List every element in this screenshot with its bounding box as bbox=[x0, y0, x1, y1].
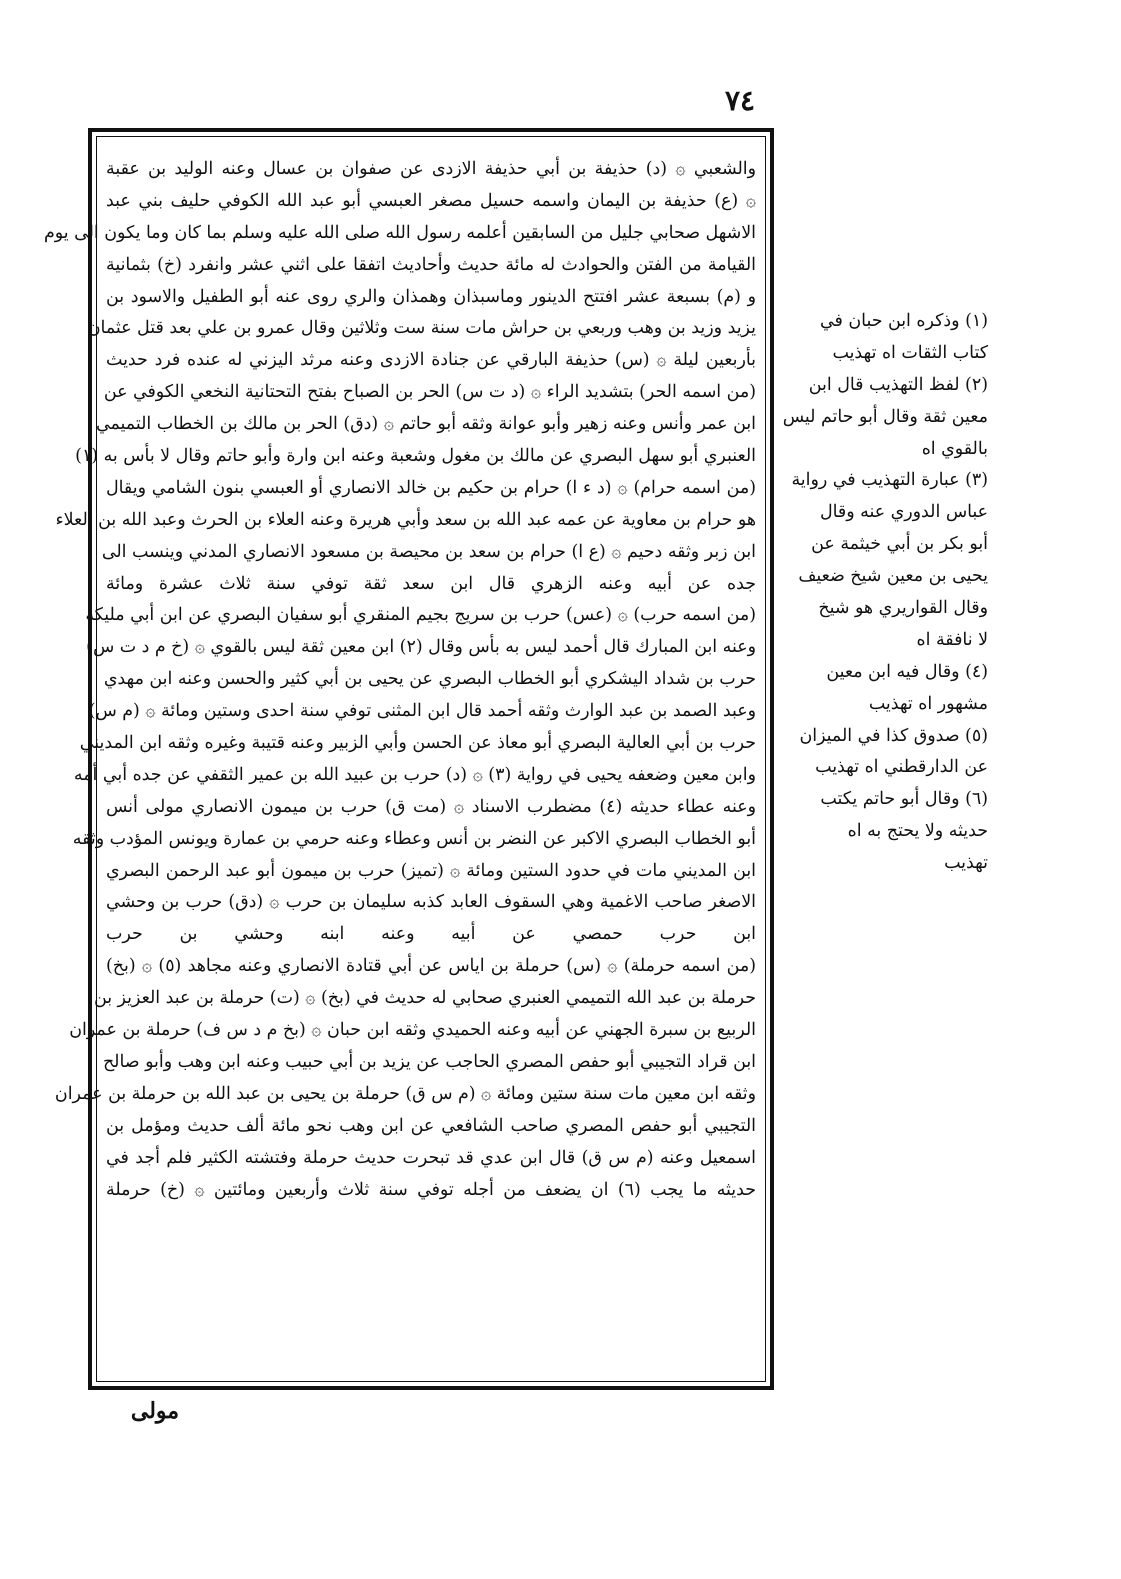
text-line: ابن زبر وثقه دحيم ۞ (ع ا) حرام بن سعد بن محيصة بن مسعود الانصاري المدني وينسب الى bbox=[101, 541, 756, 562]
note-line: تهذيب bbox=[944, 853, 988, 874]
text-line: الاشهل صحابي جليل من السابقين أعلمه رسول الله صلى الله عليه وسلم بما كان وما يكون الى يوم bbox=[43, 222, 756, 243]
text-line: القيامة من الفتن والحوادث له مائة حديث وأحاديث اتفقا على اثني عشر وانفرد (خ) بثمانية bbox=[106, 254, 756, 275]
text-line: ۞ (ع) حذيفة بن اليمان واسمه حسيل مصغر العبسي أبو عبد الله الكوفي حليف بني عبد bbox=[106, 190, 756, 211]
note-line: حديثه ولا يحتج به اه bbox=[847, 821, 988, 842]
text-line: وابن معين وضعفه يحيى في رواية (٣) ۞ (د) حرب بن عبيد الله بن عمير الثقفي عن جده أبي أمه bbox=[73, 764, 756, 785]
text-line: هو حرام بن معاوية عن عمه عبد الله بن سعد وأبي هريرة وعنه العلاء بن الحرث وعبد الله بن العلاء bbox=[55, 509, 756, 530]
page-number: ٧٤ bbox=[724, 84, 756, 117]
text-line: (من اسمه حرام) ۞ (د ء ا) حرام بن حكيم بن خالد الانصاري أو العبسي بنون الشامي ويقال bbox=[106, 477, 756, 498]
note-line: معين ثقة وقال أبو حاتم ليس bbox=[782, 406, 988, 427]
catchword: مولى bbox=[130, 1398, 180, 1424]
note-line: (٥) صدوق كذا في الميزان bbox=[799, 725, 988, 746]
margin-notes bbox=[770, 306, 992, 880]
text-line: اسمعيل وعنه (م س ق) قال ابن عدي قد تبحرت حديث حرملة وفتشته الكثير فلم أجد في bbox=[106, 1147, 756, 1168]
text-line: بأربعين ليلة ۞ (س) حذيفة البارقي عن جنادة الازدى وعنه مرثد اليزني له عنده فرد حديث bbox=[106, 350, 756, 371]
text-line: حرب بن شداد اليشكري أبو الخطاب البصري عن يحيى بن أبي كثير والحسن وعنه ابن مهدي bbox=[103, 669, 756, 690]
text-line: والشعبي ۞ (د) حذيفة بن أبي حذيفة الازدى عن صفوان بن عسال وعنه الوليد بن عقبة bbox=[106, 159, 756, 179]
note-line: (٢) لفظ التهذيب قال ابن bbox=[808, 374, 988, 395]
text-line: ابن عمر وأنس وعنه زهير وأبو عوانة وثقه أبو حاتم ۞ (دق) الحر بن مالك بن الخطاب التميمي bbox=[96, 414, 756, 435]
text-line: الاصغر صاحب الاغمية وهي السقوف العابد كذبه سليمان بن حرب ۞ (دق) حرب بن وحشي bbox=[106, 892, 756, 913]
note-line: (٦) وقال أبو حاتم يكتب bbox=[820, 789, 988, 810]
note-line: مشهور اه تهذيب bbox=[868, 693, 988, 714]
main-text-frame bbox=[43, 128, 774, 1390]
text-line: حديثه ما يجب (٦) ان يضعف من أجله توفي سنة ثلاث وأربعين ومائتين ۞ (خ) حرملة bbox=[106, 1179, 756, 1200]
text-line: حرملة بن عبد الله التميمي العنبري صحابي له حديث في (بخ) ۞ (ت) حرملة بن عبد العزيز بن bbox=[93, 988, 756, 1009]
text-line: (من اسمه الحر) بتشديد الراء ۞ (د ت س) الحر بن الصباح بفتح التحتانية النخعي الكوفي عن bbox=[103, 382, 756, 403]
text-line: يزيد وزيد بن وهب وربعي بن حراش مات سنة ست وثلاثين وقال عمرو بن علي بعد قتل عثمان bbox=[87, 318, 756, 339]
text-line: وعنه ابن المبارك قال أحمد ليس به بأس وقال (٢) ابن معين ثقة ليس بالقوي ۞ (خ م د ت س) bbox=[86, 637, 756, 658]
note-line: عباس الدوري عنه وقال bbox=[820, 502, 988, 523]
text-line: ابن المديني مات في حدود الستين ومائة ۞ (تميز) حرب بن ميمون أبو عبد الرحمن البصري bbox=[106, 860, 756, 881]
text-line: أبو الخطاب البصري الاكبر عن النضر بن أنس وعطاء وعنه حرمي بن عمارة ويونس المؤدب وثقه bbox=[72, 828, 756, 849]
note-line: يحيى بن معين شيخ ضعيف bbox=[798, 566, 988, 587]
note-line: (٤) وقال فيه ابن معين bbox=[826, 661, 988, 682]
note-line: بالقوي اه bbox=[921, 438, 988, 459]
text-line: حرب بن أبي العالية البصري أبو معاذ عن الحسن وأبي الزبير وعنه قتيبة وغيره وثقه ابن المديني bbox=[79, 733, 756, 754]
text-line: وثقه ابن معين مات سنة ستين ومائة ۞ (م س ق) حرملة بن يحيى بن عبد الله بن حرملة بن عمران bbox=[54, 1083, 756, 1104]
note-line: (٣) عبارة التهذيب في رواية bbox=[791, 470, 988, 491]
text-line: ابن حرب حمصي عن أبيه وعنه ابنه وحشي بن حرب bbox=[106, 924, 756, 945]
main-text bbox=[43, 154, 757, 1372]
text-line: ابن قراد التجيبي أبو حفص المصري الحاجب عن يزيد بن أبي حبيب وعنه ابن وهب وأبو صالح bbox=[102, 1051, 756, 1072]
note-line: (١) وذكره ابن حبان في bbox=[820, 311, 988, 331]
note-line: لا نافقة اه bbox=[916, 629, 988, 650]
note-line: أبو بكر بن أبي خيثمة عن bbox=[811, 534, 988, 555]
text-line: جده عن أبيه وعنه الزهري قال ابن سعد ثقة توفي سنة ثلاث عشرة ومائة bbox=[106, 573, 756, 594]
note-line: كتاب الثقات اه تهذيب bbox=[832, 342, 988, 363]
text-line: (من اسمه حرب) ۞ (عس) حرب بن سريج بجيم المنقري أبو سفيان البصري عن ابن أبي مليكة bbox=[85, 605, 756, 626]
note-line: عن الدارقطني اه تهذيب bbox=[815, 757, 988, 778]
text-line: العنبري أبو سهل البصري عن مالك بن مغول وشعبة وعنه ابن وارة وأبو حاتم وقال لا بأس به (١) bbox=[75, 446, 756, 467]
text-line: وعنه عطاء حديثه (٤) مضطرب الاسناد ۞ (مت ق) حرب بن ميمون الانصاري مولى أنس bbox=[106, 796, 756, 817]
text-line: وعبد الصمد بن عبد الوارث وثقه أحمد قال ابن المثنى توفي سنة احدى وستين ومائة ۞ (م س) bbox=[88, 701, 756, 722]
text-line: (من اسمه حرملة) ۞ (س) حرملة بن اياس عن أبي قتادة الانصاري وعنه مجاهد (٥) ۞ (بخ) bbox=[106, 956, 757, 977]
text-line: الربيع بن سبرة الجهني عن أبيه وعنه الحميدي وثقه ابن حبان ۞ (بخ م د س ف) حرملة بن عمران bbox=[69, 1020, 756, 1041]
text-line: التجيبي أبو حفص المصري صاحب الشافعي عن ابن وهب نحو مائة ألف حديث ومؤمل بن bbox=[106, 1115, 756, 1136]
text-line: و (م) بسبعة عشر افتتح الدينور وماسبذان وهمذان والري روى عنه أبو الطفيل والاسود بن bbox=[106, 286, 756, 307]
note-line: وقال القواريري هو شيخ bbox=[818, 598, 988, 619]
